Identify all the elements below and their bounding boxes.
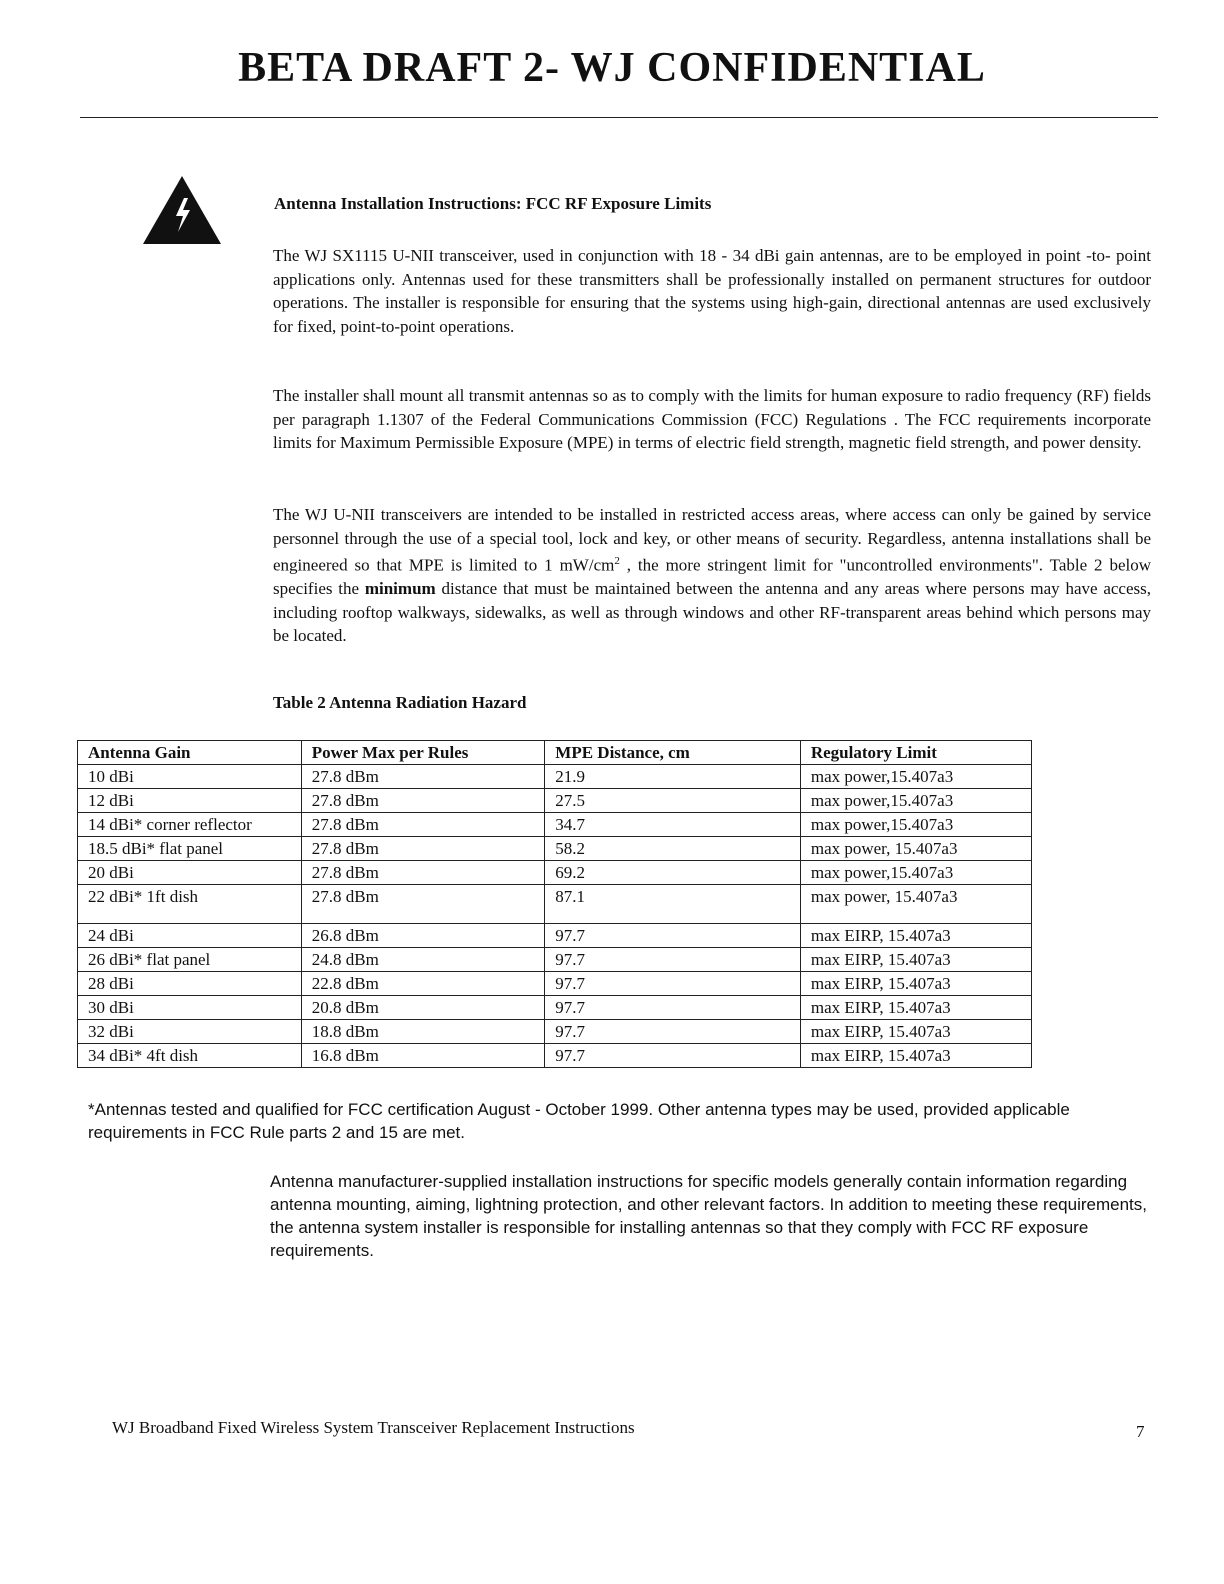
cell-regulatory-limit: max power,15.407a3 [800,861,1031,885]
cell-antenna-gain: 14 dBi* corner reflector [78,813,302,837]
cell-mpe-distance: 27.5 [545,789,801,813]
cell-antenna-gain: 30 dBi [78,996,302,1020]
cell-mpe-distance: 97.7 [545,972,801,996]
table-body [78,765,1032,1068]
p3-text-start: The WJ U-NII transceivers are intended to be installed in restricted access areas, where access can only be gained by service personnel through the use of a special tool, lock and key, or other means of security. Regardless, antenna installations shall be engineered so that MPE is limited to 1 mW/cm [273,505,1151,575]
cell-regulatory-limit: max EIRP, 15.407a3 [800,1044,1031,1068]
cell-antenna-gain: 10 dBi [78,765,302,789]
header-power-max: Power Max per Rules [301,741,544,765]
table-row [78,1044,1032,1068]
antenna-hazard-table [77,740,1032,1068]
cell-power-max: 27.8 dBm [301,765,544,789]
cell-mpe-distance: 97.7 [545,1044,801,1068]
paragraph-restricted-access [273,503,1151,648]
cell-antenna-gain: 28 dBi [78,972,302,996]
cell-power-max: 22.8 dBm [301,972,544,996]
cell-power-max: 27.8 dBm [301,861,544,885]
table-caption: Table 2 Antenna Radiation Hazard [273,693,527,712]
cell-power-max: 16.8 dBm [301,1044,544,1068]
cell-power-max: 20.8 dBm [301,996,544,1020]
cell-regulatory-limit: max EIRP, 15.407a3 [800,948,1031,972]
cell-mpe-distance: 97.7 [545,924,801,948]
cell-regulatory-limit: max power, 15.407a3 [800,885,1031,924]
page-header-title: BETA DRAFT 2- WJ CONFIDENTIAL [238,45,986,91]
cell-power-max: 27.8 dBm [301,789,544,813]
cell-power-max: 27.8 dBm [301,885,544,924]
cell-antenna-gain: 12 dBi [78,789,302,813]
paragraph-installer-limits: The installer shall mount all transmit antennas so as to comply with the limits for human exposure to radio frequency (RF) fields per paragraph 1.1307 of the Federal Communications Commission (FCC) Regulations . The FCC requirements incorporate limits for Maximum Permissible Exposure (MPE) in terms of electric field strength, magnetic field strength, and power density. [273,386,1151,452]
cell-antenna-gain: 20 dBi [78,861,302,885]
table-row [78,885,1032,924]
header-antenna-gain: Antenna Gain [78,741,302,765]
cell-antenna-gain: 34 dBi* 4ft dish [78,1044,302,1068]
cell-regulatory-limit: max EIRP, 15.407a3 [800,924,1031,948]
cell-regulatory-limit: max power,15.407a3 [800,789,1031,813]
paragraph-manufacturer-instructions: Antenna manufacturer-supplied installation instructions for specific models generally contain information regarding antenna mounting, aiming, lightning protection, and other relevant factors. In addition to meeting these requirements, the antenna system installer is responsible for installing antennas so that they comply with FCC RF exposure requirements. [270,1172,1147,1260]
table-header-row [78,741,1032,765]
cell-mpe-distance: 97.7 [545,948,801,972]
table-row [78,765,1032,789]
high-voltage-warning-icon [143,176,221,244]
p3-bold-minimum: minimum [364,579,436,599]
p3-text-end: distance that must be maintained between the antenna and any areas where persons may have access, including rooftop walkways, sidewalks, as well as through windows and other RF-transparent areas behind which persons may be located. [273,579,1151,646]
cell-antenna-gain: 32 dBi [78,1020,302,1044]
cell-mpe-distance: 21.9 [545,765,801,789]
cell-power-max: 27.8 dBm [301,813,544,837]
table-row [78,1020,1032,1044]
cell-regulatory-limit: max EIRP, 15.407a3 [800,1020,1031,1044]
table-row [78,996,1032,1020]
cell-regulatory-limit: max EIRP, 15.407a3 [800,996,1031,1020]
cell-power-max: 27.8 dBm [301,837,544,861]
cell-regulatory-limit: max power, 15.407a3 [800,837,1031,861]
cell-regulatory-limit: max power,15.407a3 [800,813,1031,837]
header-divider [80,117,1158,118]
cell-mpe-distance: 97.7 [545,996,801,1020]
p3-superscript: 2 [614,555,620,567]
cell-regulatory-limit: max EIRP, 15.407a3 [800,972,1031,996]
table-row [78,972,1032,996]
table-footnote: *Antennas tested and qualified for FCC certification August - October 1999. Other antenna types may be used, provided applicable requirements in FCC Rule parts 2 and 15 are met. [88,1100,1070,1142]
table-row [78,789,1032,813]
cell-mpe-distance: 97.7 [545,1020,801,1044]
page-number: 7 [1136,1422,1145,1441]
cell-antenna-gain: 18.5 dBi* flat panel [78,837,302,861]
cell-power-max: 18.8 dBm [301,1020,544,1044]
section-title: Antenna Installation Instructions: FCC RF Exposure Limits [274,194,712,213]
cell-mpe-distance: 58.2 [545,837,801,861]
header-regulatory-limit: Regulatory Limit [800,741,1031,765]
table-row [78,861,1032,885]
p3-text-middle: , the more stringent limit for "uncontrolled environments". Table 2 below specifies the [273,555,1151,599]
table-row [78,924,1032,948]
table-row [78,813,1032,837]
cell-mpe-distance: 34.7 [545,813,801,837]
cell-antenna-gain: 22 dBi* 1ft dish [78,885,302,924]
paragraph-scope: The WJ SX1115 U-NII transceiver, used in conjunction with 18 - 34 dBi gain antennas, are to be employed in point -to- point applications only. Antennas used for these transmitters shall be professionally installed on permanent structures for outdoor operations. The installer is responsible for ensuring that the systems using high-gain, directional antennas are used exclusively for fixed, point-to-point operations. [273,246,1151,336]
table-row [78,837,1032,861]
cell-power-max: 26.8 dBm [301,924,544,948]
cell-mpe-distance: 87.1 [545,885,801,924]
cell-mpe-distance: 69.2 [545,861,801,885]
cell-antenna-gain: 24 dBi [78,924,302,948]
page-footer-text: WJ Broadband Fixed Wireless System Transceiver Replacement Instructions [112,1418,635,1437]
cell-regulatory-limit: max power,15.407a3 [800,765,1031,789]
header-mpe-distance: MPE Distance, cm [545,741,801,765]
cell-antenna-gain: 26 dBi* flat panel [78,948,302,972]
cell-power-max: 24.8 dBm [301,948,544,972]
table-row [78,948,1032,972]
